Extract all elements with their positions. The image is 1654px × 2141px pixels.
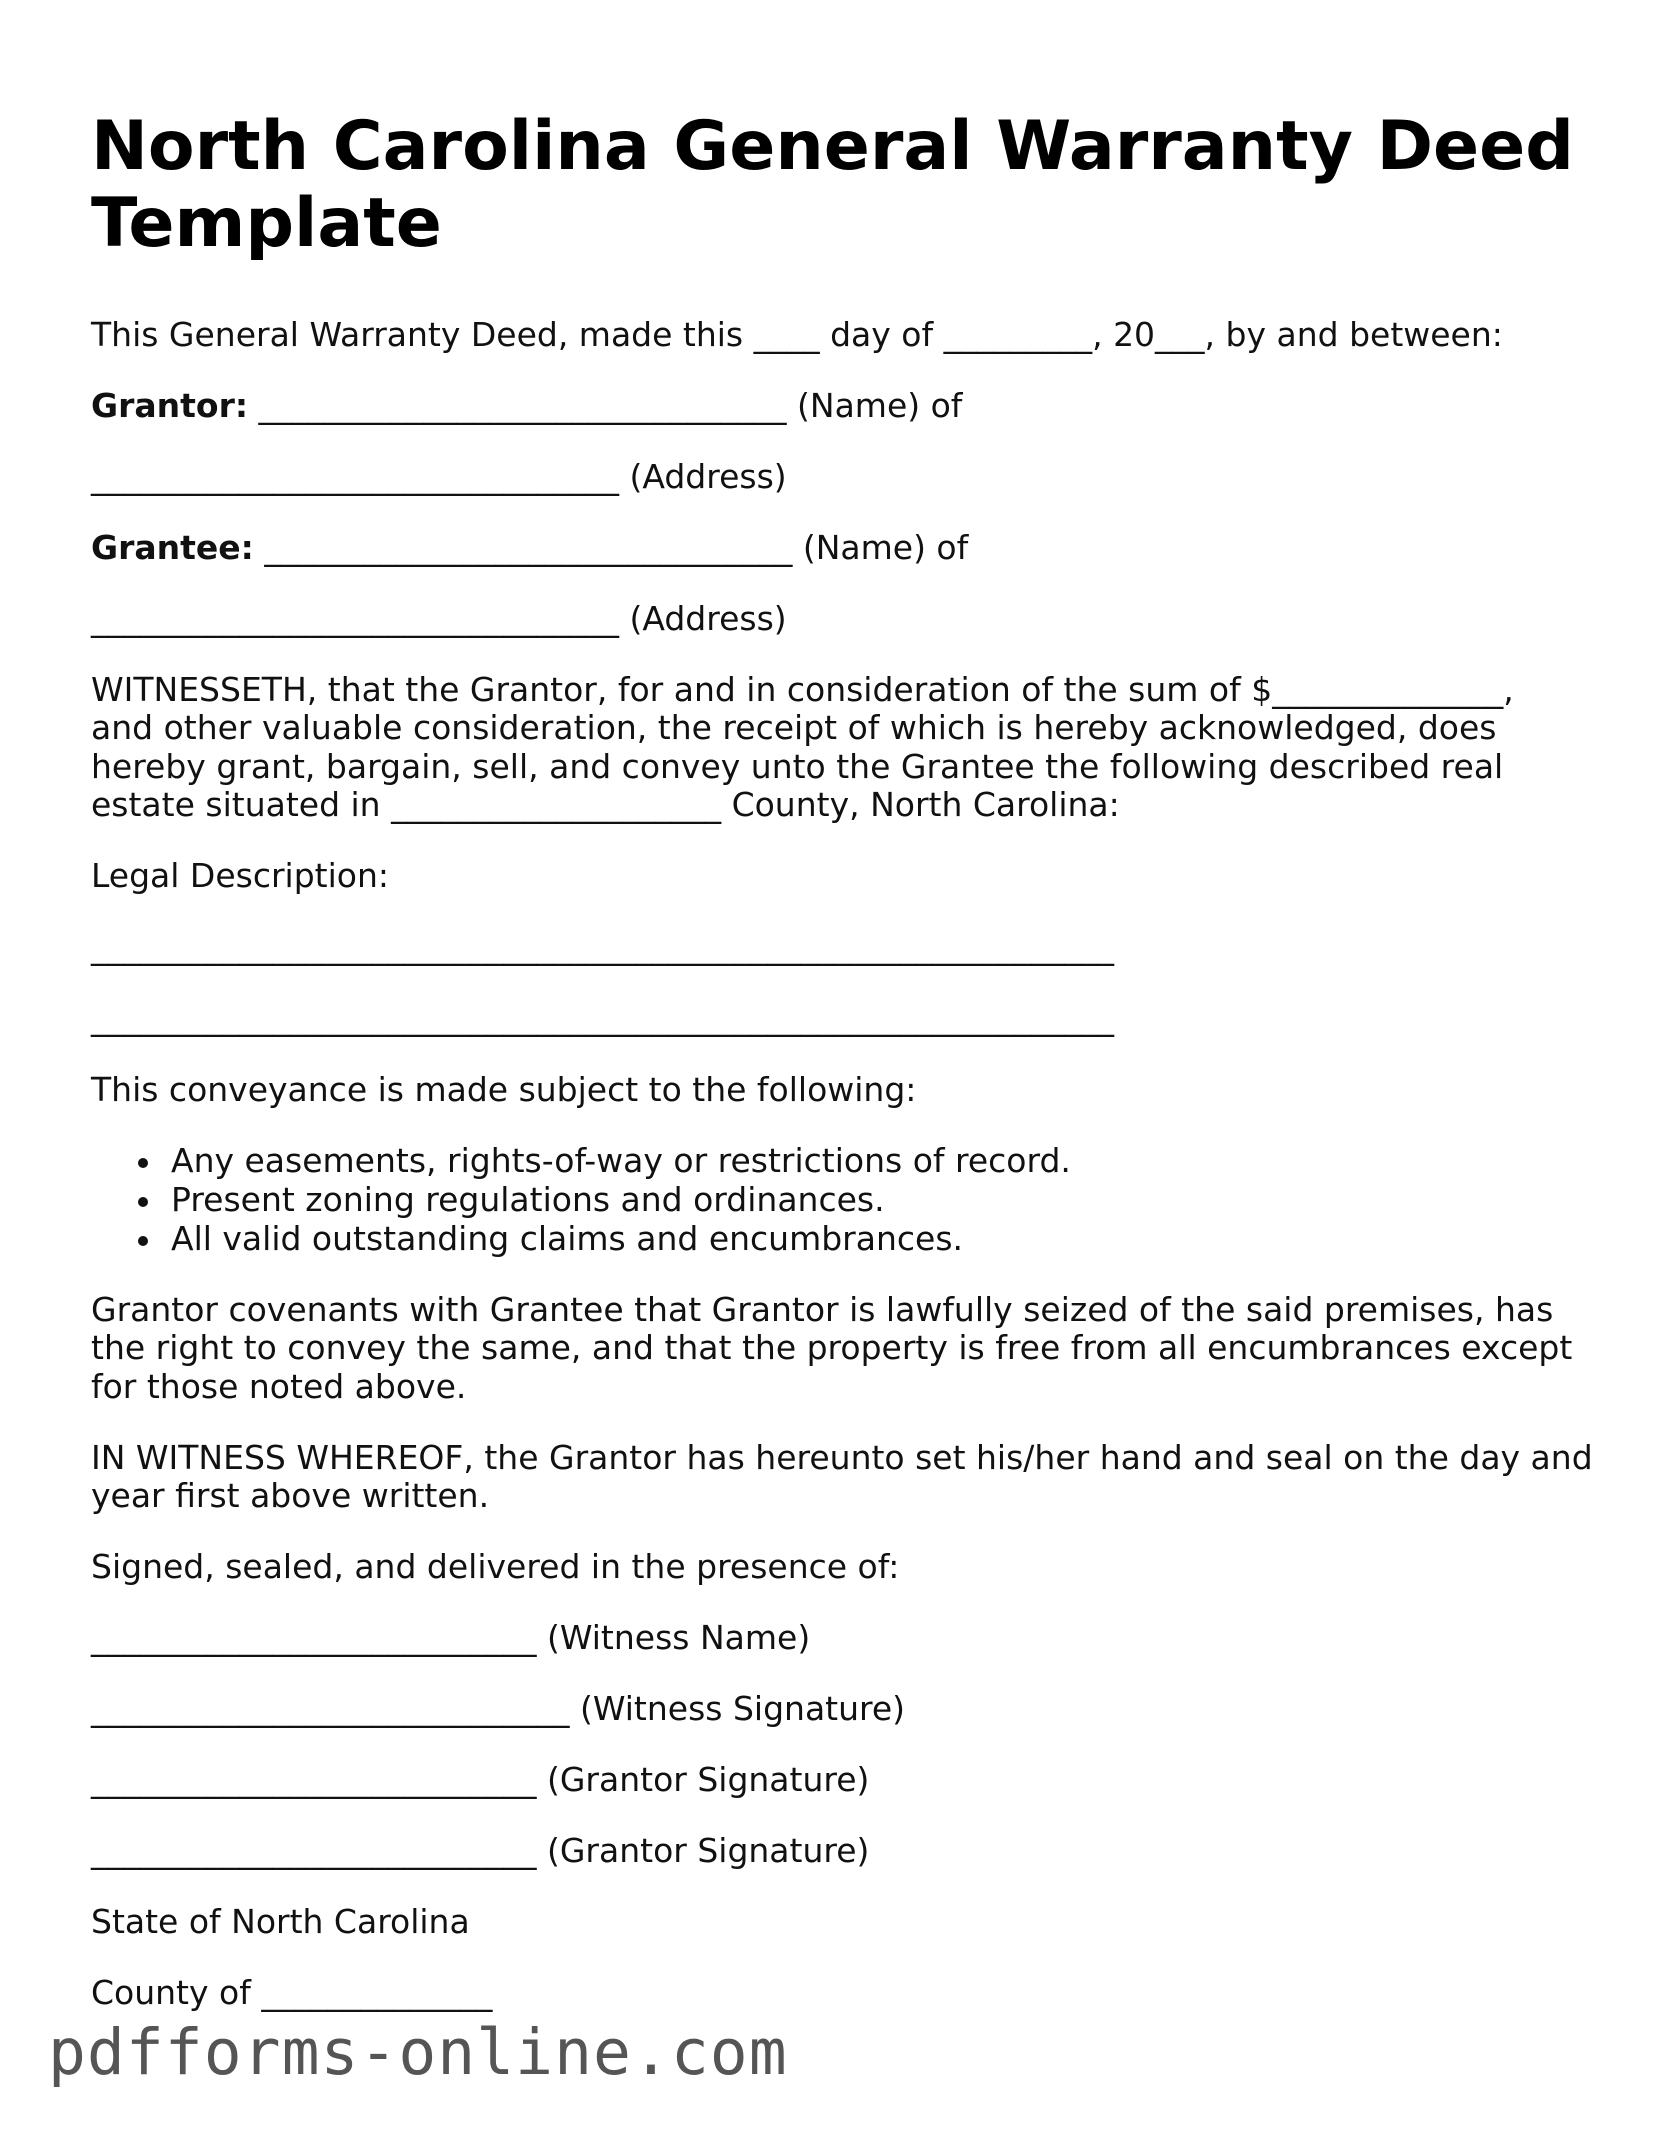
legal-description-label: Legal Description:	[91, 856, 389, 895]
grantor-name-line	[91, 387, 962, 425]
signed-intro: Signed, sealed, and delivered in the presence of:	[91, 1547, 900, 1586]
watermark: pdfforms-online.com	[48, 2016, 788, 2089]
covenant-line-3: for those noted above.	[91, 1367, 467, 1406]
grantee-address-line: ________________________________ (Address)	[91, 599, 787, 638]
grantor-label: Grantor:	[91, 386, 249, 425]
grantor-address-line: ________________________________ (Address)	[91, 457, 787, 496]
list-item: Present zoning regulations and ordinances.	[91, 1180, 1071, 1219]
witnesseth-line-4: estate situated in ____________________ County, North Carolina:	[91, 785, 1120, 824]
witness-whereof-line-1: IN WITNESS WHEREOF, the Grantor has hereunto set his/her hand and seal on the day and	[91, 1438, 1593, 1477]
grantee-name-field: ________________________________ (Name) of	[253, 528, 969, 567]
county-line: County of ______________	[91, 1973, 493, 2012]
document-page	[91, 107, 1593, 2012]
legal-description-line-2: ______________________________________________________________	[91, 998, 1114, 1037]
witness-signature-line: _____________________________ (Witness Signature)	[91, 1689, 906, 1728]
witness-whereof-line-2: year first above written.	[91, 1476, 490, 1515]
grantor-signature-line-1: ___________________________ (Grantor Signature)	[91, 1760, 870, 1799]
state-line: State of North Carolina	[91, 1902, 470, 1941]
list-item: All valid outstanding claims and encumbrances.	[91, 1219, 1071, 1258]
witnesseth-line-2: and other valuable consideration, the receipt of which is hereby acknowledged, does	[91, 708, 1497, 747]
conditions-list	[91, 1141, 1071, 1258]
list-item: Any easements, rights-of-way or restrictions of record.	[91, 1141, 1071, 1180]
legal-description-line-1: ______________________________________________________________	[91, 927, 1114, 966]
conveyance-intro: This conveyance is made subject to the following:	[91, 1070, 917, 1109]
witness-name-line: ___________________________ (Witness Name)	[91, 1618, 811, 1657]
intro-line: This General Warranty Deed, made this ____ day of _________, 20___, by and between:	[91, 315, 1503, 354]
grantee-name-line	[91, 529, 968, 567]
document-title: North Carolina General Warranty Deed Template	[91, 107, 1574, 263]
grantor-signature-line-2: ___________________________ (Grantor Signature)	[91, 1831, 870, 1870]
grantee-label: Grantee:	[91, 528, 254, 567]
witnesseth-line-3: hereby grant, bargain, sell, and convey unto the Grantee the following described real	[91, 747, 1504, 786]
covenant-line-1: Grantor covenants with Grantee that Grantor is lawfully seized of the said premises, has	[91, 1290, 1554, 1329]
covenant-line-2: the right to convey the same, and that the property is free from all encumbrances except	[91, 1328, 1573, 1367]
witnesseth-line-1: WITNESSETH, that the Grantor, for and in consideration of the sum of $______________,	[91, 670, 1514, 709]
grantor-name-field: ________________________________ (Name) of	[248, 386, 963, 425]
